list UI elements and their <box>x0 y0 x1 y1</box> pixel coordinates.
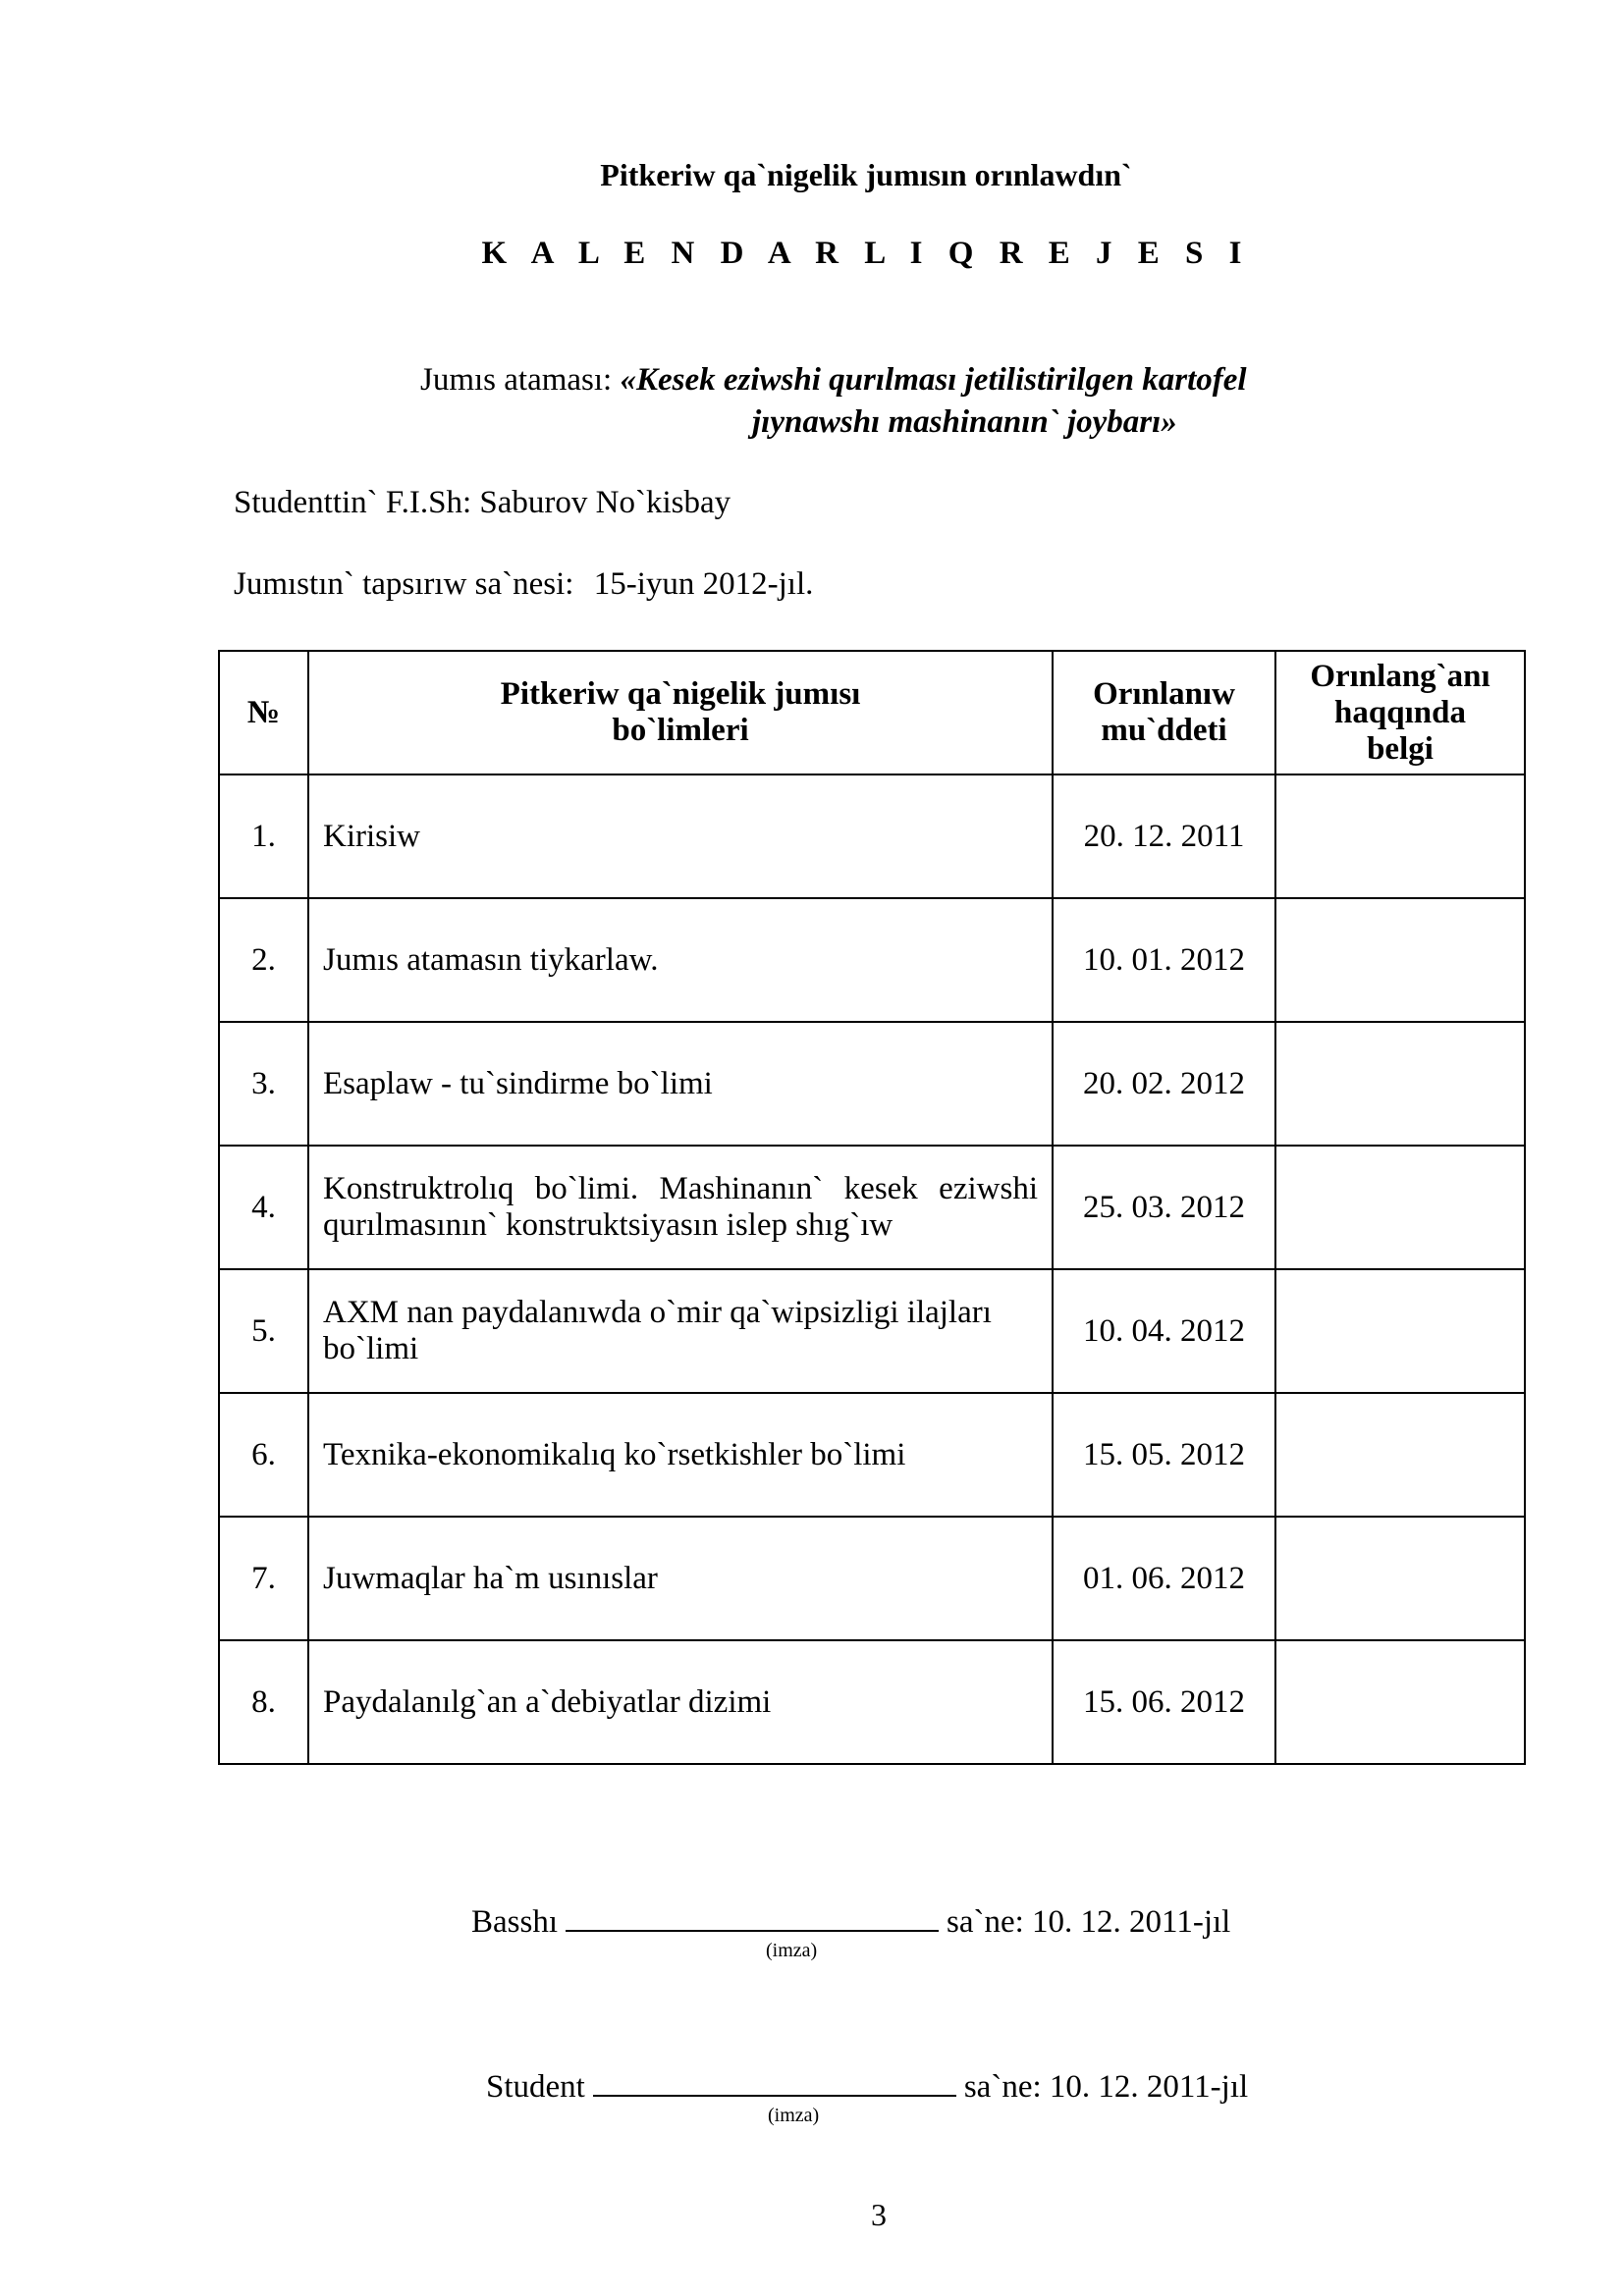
row-num: 7. <box>219 1517 308 1640</box>
work-title-text-2: jıynawshı mashinanın` joybarı» <box>752 404 1177 440</box>
row-num: 8. <box>219 1640 308 1764</box>
header-num: № <box>219 651 308 774</box>
header-mark: Orınlang`anı haqqında belgi <box>1275 651 1525 774</box>
student-label: Studenttin` F.I.Sh: <box>234 485 472 520</box>
row-num: 2. <box>219 898 308 1022</box>
work-title-label: Jumıs ataması: <box>420 362 613 398</box>
row-mark <box>1275 1022 1525 1146</box>
row-section: Paydalanılg`an a`debiyatlar dizimi <box>308 1640 1053 1764</box>
work-title-line1 <box>420 359 1247 401</box>
work-title-text-1: «Kesek eziwshi qurılması jetilistirilgen kartofel <box>620 362 1247 398</box>
row-deadline: 20. 02. 2012 <box>1053 1022 1275 1146</box>
row-deadline: 01. 06. 2012 <box>1053 1517 1275 1640</box>
table-row <box>219 898 1525 1022</box>
document-heading: Pitkeriw qa`nigelik jumısın orınlawdın` <box>600 157 1132 192</box>
student-signature-line <box>593 2067 956 2097</box>
row-mark <box>1275 1393 1525 1517</box>
row-deadline: 10. 01. 2012 <box>1053 898 1275 1022</box>
row-mark <box>1275 1640 1525 1764</box>
supervisor-signature-caption: (imza) <box>766 1940 818 1961</box>
row-mark <box>1275 1269 1525 1393</box>
table-row <box>219 1269 1525 1393</box>
page-number: 3 <box>871 2197 887 2232</box>
row-section: Kirisiw <box>308 774 1053 898</box>
row-section: Konstruktrolıq bo`limi. Mashinanın` kesek eziwshi qurılmasının` konstruktsiyasın islep shıg`ıw <box>308 1146 1053 1269</box>
row-section: AXM nan paydalanıwda o`mir qa`wipsizligi ilajları bo`limi <box>308 1269 1053 1393</box>
supervisor-signature-line <box>566 1902 939 1932</box>
row-num: 6. <box>219 1393 308 1517</box>
supervisor-date: sa`ne: 10. 12. 2011-jıl <box>947 1904 1231 1940</box>
row-deadline: 15. 05. 2012 <box>1053 1393 1275 1517</box>
table-row <box>219 1393 1525 1517</box>
submission-date-label: Jumıstın` tapsırıw sa`nesi: <box>234 566 574 602</box>
header-deadline: Orınlanıw mu`ddeti <box>1053 651 1275 774</box>
table-row <box>219 1640 1525 1764</box>
row-num: 1. <box>219 774 308 898</box>
supervisor-label: Basshı <box>471 1904 559 1940</box>
row-deadline: 20. 12. 2011 <box>1053 774 1275 898</box>
row-section: Jumıs atamasın tiykarlaw. <box>308 898 1053 1022</box>
table-row <box>219 1022 1525 1146</box>
submission-date-value: 15-iyun 2012-jıl. <box>593 566 814 602</box>
table-row <box>219 774 1525 898</box>
row-num: 5. <box>219 1269 308 1393</box>
student-sign-label: Student <box>486 2069 585 2105</box>
row-section: Esaplaw - tu`sindirme bo`limi <box>308 1022 1053 1146</box>
row-deadline: 25. 03. 2012 <box>1053 1146 1275 1269</box>
row-mark <box>1275 774 1525 898</box>
table-row <box>219 1146 1525 1269</box>
student-info <box>234 485 731 521</box>
row-deadline: 15. 06. 2012 <box>1053 1640 1275 1764</box>
row-deadline: 10. 04. 2012 <box>1053 1269 1275 1393</box>
student-signature <box>486 2067 1248 2106</box>
header-section: Pitkeriw qa`nigelik jumısı bo`limleri <box>308 651 1053 774</box>
supervisor-signature <box>471 1902 1230 1941</box>
student-name: Saburov No`kisbay <box>479 485 731 520</box>
calendar-plan-table <box>218 650 1526 1765</box>
row-mark <box>1275 1517 1525 1640</box>
student-signature-caption: (imza) <box>768 2105 820 2126</box>
row-mark <box>1275 898 1525 1022</box>
submission-date-info <box>234 566 813 603</box>
table-row <box>219 1517 1525 1640</box>
row-section: Juwmaqlar ha`m usınıslar <box>308 1517 1053 1640</box>
row-mark <box>1275 1146 1525 1269</box>
table-header-row <box>219 651 1525 774</box>
row-num: 4. <box>219 1146 308 1269</box>
row-num: 3. <box>219 1022 308 1146</box>
student-sign-date: sa`ne: 10. 12. 2011-jıl <box>963 2069 1249 2105</box>
document-subheading: K A L E N D A R L I Q R E J E S I <box>481 236 1251 271</box>
row-section: Texnika-ekonomikalıq ko`rsetkishler bo`limi <box>308 1393 1053 1517</box>
